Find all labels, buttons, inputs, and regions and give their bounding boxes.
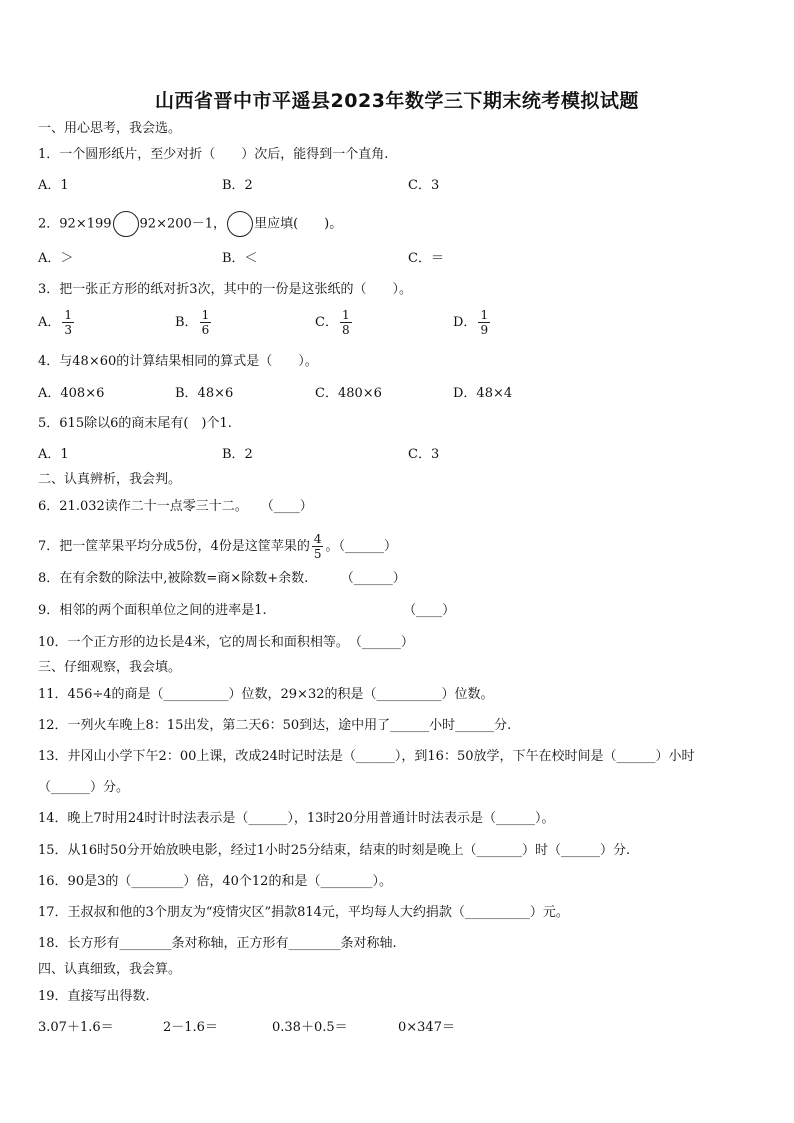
q3-option-b <box>175 308 213 337</box>
section-heading-3: 三、仔细观察，我会填。 <box>38 660 182 675</box>
question-8: 8．在有余数的除法中,被除数=商×除数+余数. （______） <box>38 571 406 586</box>
fraction-numerator: 1 <box>341 308 350 322</box>
q3-option-d-label: D． <box>453 315 477 330</box>
q5-option-b: B．2 <box>222 447 253 462</box>
q2-text-part1: 2．92×199 <box>38 216 112 232</box>
q19-expression-2: 2－1.6＝ <box>163 1020 218 1035</box>
q2-text-part3: 里应填( )。 <box>254 216 343 232</box>
q3-option-c <box>315 308 354 337</box>
question-4: 4．与48×60的计算结果相同的算式是（ ）。 <box>38 354 318 369</box>
question-10: 10．一个正方形的边长是4米，它的周长和面积相等。 （______） <box>38 635 414 650</box>
question-19: 19．直接写出得数. <box>38 989 150 1004</box>
q3-option-a <box>38 308 76 337</box>
question-5: 5．615除以6的商末尾有( )个1. <box>38 416 232 431</box>
question-3: 3．把一张正方形的纸对折3次，其中的一份是这张纸的（ ）。 <box>38 282 413 297</box>
fraction-numerator: 1 <box>480 308 489 322</box>
q7-text-part2: 。（______） <box>325 539 397 554</box>
question-15: 15．从16时50分开始放映电影，经过1小时25分结束，结束的时刻是晚上（_______）时（______）分. <box>38 843 631 858</box>
fraction-denominator: 5 <box>313 547 322 561</box>
q19-expression-4: 0×347＝ <box>398 1020 455 1035</box>
fraction-denominator: 8 <box>341 323 350 337</box>
q19-expression-1: 3.07＋1.6＝ <box>38 1020 114 1035</box>
section-heading-1: 一、用心思考，我会选。 <box>38 121 182 136</box>
fraction-numerator: 1 <box>201 308 210 322</box>
q4-option-d: D．48×4 <box>453 386 513 401</box>
q7-text-part1: 7．把一筐苹果平均分成5份，4份是这筐苹果的 <box>38 539 310 554</box>
question-13-continued: （______）分。 <box>38 780 130 795</box>
fraction <box>478 308 490 337</box>
page-title: 山西省晋中市平遥县2023年数学三下期末统考模拟试题 <box>155 90 639 112</box>
q5-option-a: A．1 <box>38 447 69 462</box>
q4-option-c: C．480×6 <box>315 386 382 401</box>
question-6: 6．21.032读作二十一点零三十二。 （____） <box>38 499 313 514</box>
question-14: 14．晚上7时用24时计时法表示是（______），13时20分用普通计时法表示是（______）。 <box>38 811 555 826</box>
q3-option-c-label: C． <box>315 315 338 330</box>
fraction <box>62 308 74 337</box>
question-9: 9．相邻的两个面积单位之间的进率是1. （____） <box>38 603 456 618</box>
q2-text-part2: 92×200－1， <box>139 216 227 232</box>
section-heading-4: 四、认真细致，我会算。 <box>38 962 182 977</box>
question-2 <box>38 211 342 237</box>
fraction-numerator: 4 <box>313 532 322 546</box>
q1-option-b: B．2 <box>222 178 253 193</box>
fraction <box>340 308 352 337</box>
question-7 <box>38 532 397 561</box>
q3-option-b-label: B． <box>175 315 198 330</box>
q19-expression-3: 0.38＋0.5＝ <box>272 1020 348 1035</box>
question-17: 17．王叔叔和他的3个朋友为“疫情灾区”捐款814元，平均每人大约捐款（__________）元。 <box>38 905 569 920</box>
q4-option-a: A．408×6 <box>38 386 105 401</box>
question-1: 1．一个圆形纸片，至少对折（ ）次后，能得到一个直角. <box>38 147 389 162</box>
q2-option-c: C．＝ <box>408 251 444 266</box>
fraction <box>200 308 212 337</box>
question-11: 11．456÷4的商是（__________）位数，29×32的积是（__________）位数。 <box>38 687 494 702</box>
q2-option-a: A．＞ <box>38 251 74 266</box>
q3-option-d <box>453 308 492 337</box>
section-heading-2: 二、认真辨析，我会判。 <box>38 472 182 487</box>
fraction-numerator: 1 <box>64 308 73 322</box>
q3-option-a-label: A． <box>38 315 61 330</box>
fraction <box>312 532 324 561</box>
fraction-denominator: 9 <box>480 323 489 337</box>
question-12: 12．一列火车晚上8：15出发，第二天6：50到达，途中用了______小时______分. <box>38 718 512 733</box>
q1-option-c: C．3 <box>408 178 440 193</box>
answer-circle-blank <box>113 211 139 237</box>
q1-option-a: A．1 <box>38 178 69 193</box>
fraction-denominator: 3 <box>64 323 73 337</box>
q4-option-b: B．48×6 <box>175 386 234 401</box>
answer-circle-symbol <box>227 211 253 237</box>
question-13: 13．井冈山小学下午2：00上课，改成24时记时法是（______），到16：50放学，下午在校时间是（______）小时 <box>38 749 695 764</box>
q2-option-b: B．＜ <box>222 251 258 266</box>
fraction-denominator: 6 <box>201 323 210 337</box>
q5-option-c: C．3 <box>408 447 440 462</box>
question-16: 16．90是3的（________）倍，40个12的和是（________）。 <box>38 874 392 889</box>
question-18: 18．长方形有________条对称轴，正方形有________条对称轴. <box>38 936 397 951</box>
